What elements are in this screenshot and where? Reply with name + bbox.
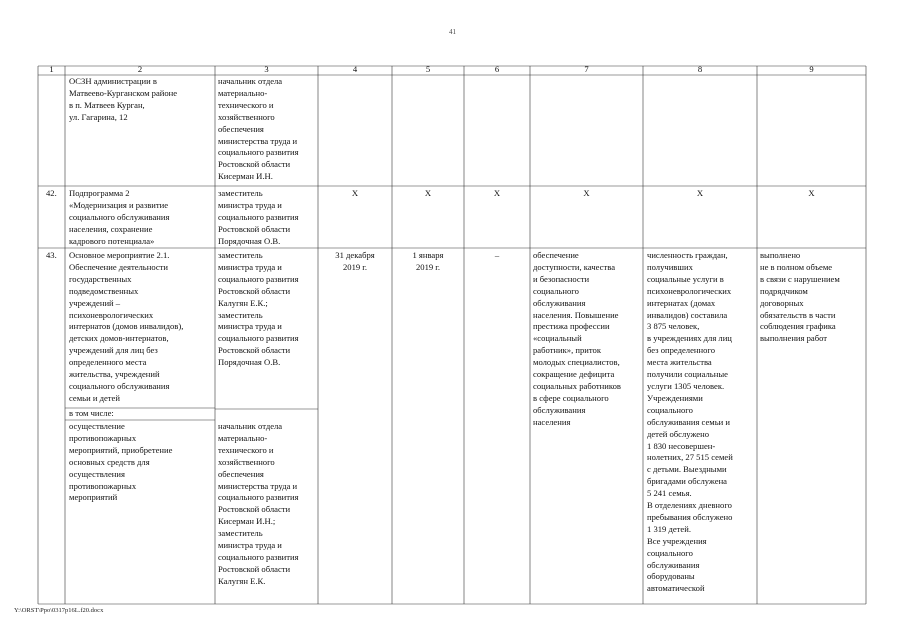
row42-col6: X: [493, 188, 501, 198]
row43-sub-activity: осуществление противопожарных мероприятий, приобретение основных средств для осуществления противопожарных мероприятий: [69, 421, 173, 503]
row42-col5: X: [424, 188, 432, 198]
row43-responsible: заместитель министра труда и социального развития Ростовской области Калугян Е.К.; заместитель министра труда и социального развития Ростовской области Порядочная О.В.: [218, 250, 299, 368]
row42-col4: X: [351, 188, 359, 198]
row42-col9: X: [808, 188, 815, 198]
header-col-3: 3: [264, 64, 269, 74]
row43-sub-responsible: начальник отдела материально- технического и хозяйственного обеспечения министерства труда и социального развития Ростовской области Кисерман И.Н.; заместитель министра труда и социального развития Ростовской области Калугян Е.К.: [218, 421, 299, 586]
row43-title: Основное мероприятие 2.1. Обеспечение деятельности государственных подведомственных учреждений – психоневрологических интернатов (домов инвалидов), детских домов-интернатов, учреждений для лиц без определенного места жительства, учреждений социального обслуживания семьи и детей: [69, 250, 184, 403]
row43-actual-result: численность граждан, получивших социальные услуги в психоневрологических интернатах (домах инвалидов) составила 3 875 человек, в учреждениях для лиц без определенного места жительства получили социальные услуги 1305 человек. Учреждениями социального обслуживания семьи и детей обслужено 1 830 несовершен- нолетних, 27 515 семей с детьми. Выездными бригадами обслужена 5 241 семья. В отделениях дневного пребывания обслужено 1 319 детей. Все учреждения социального обслуживания оборудованы автоматической: [647, 250, 733, 594]
header-col-2: 2: [137, 64, 143, 74]
row42-number: 42.: [46, 188, 57, 198]
row42-col7: X: [583, 188, 590, 198]
header-col-5: 5: [425, 64, 431, 74]
row42-col8: X: [696, 188, 704, 198]
row-cont-executor-org: ОСЗН администрации в Матвеево-Курганском районе в п. Матвеев Курган, ул. Гагарина, 12: [69, 76, 178, 122]
row43-expected-result: обеспечение доступности, качества и безопасности социального обслуживания населения. Повышение престижа профессии «социальный работник», приток молодых специалистов, сокращение дефицита социальных работников в сфере социального обслуживания населения: [533, 250, 621, 427]
row-cont-responsible: начальник отдела материально- технического и хозяйственного обеспечения министерства труда и социального развития Ростовской области Кисерман И.Н.: [218, 76, 299, 182]
header-col-8: 8: [697, 64, 703, 74]
row43-end-date: 31 декабря 2019 г.: [335, 250, 375, 272]
header-col-6: 6: [494, 64, 500, 74]
header-col-7: 7: [584, 64, 589, 74]
footer-file-path: Y:\ORST\Ppo\0317p16L.f20.docx: [14, 607, 104, 614]
row43-col6: –: [494, 250, 500, 260]
row43-including-label: в том числе:: [69, 408, 114, 418]
row43-start-date: 1 января 2019 г.: [412, 250, 444, 272]
row43-status: выполнено не в полном объеме в связи с нарушением подрядчиком договорных обязательств в части соблюдения графика выполнения работ: [760, 250, 840, 344]
row42-responsible: заместитель министра труда и социального развития Ростовской области Порядочная О.В.: [218, 188, 299, 246]
row43-number: 43.: [46, 250, 57, 260]
page-number: 41: [449, 28, 456, 36]
header-col-4: 4: [352, 64, 358, 74]
header-col-9: 9: [809, 64, 814, 74]
header-col-1: 1: [49, 64, 54, 74]
row42-title: Подпрограмма 2 «Модернизация и развитие социального обслуживания населения, сохранение кадрового потенциала»: [69, 188, 170, 246]
